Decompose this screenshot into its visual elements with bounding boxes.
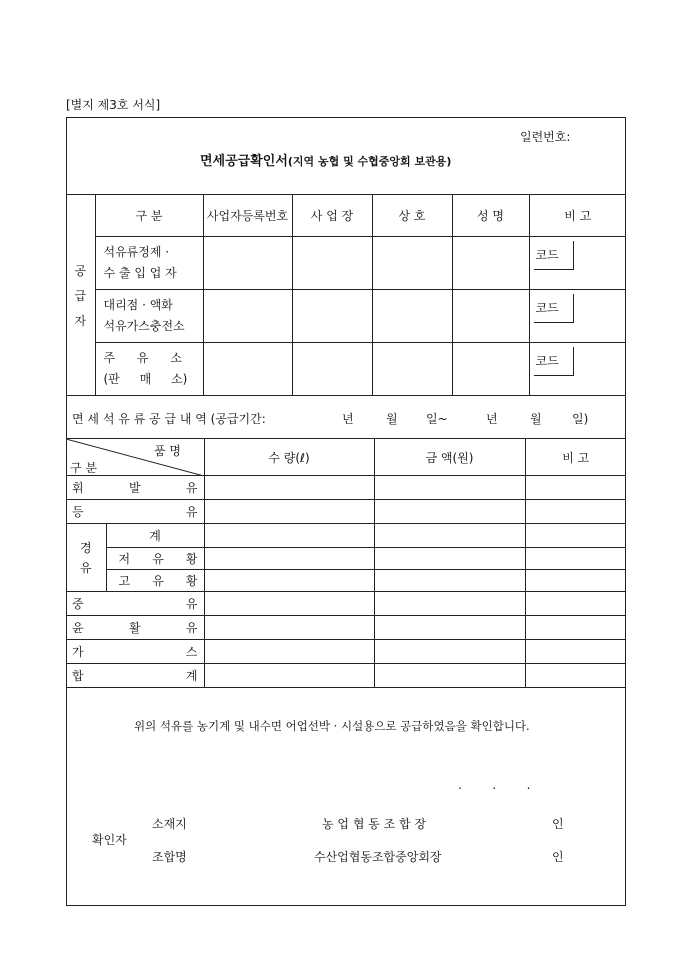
agri-chief: 농 업 협 동 조 합 장 <box>322 817 427 831</box>
cell <box>372 343 452 396</box>
cell <box>292 237 372 290</box>
supplier-table <box>66 194 626 396</box>
header-remarks: 비 고 <box>529 195 626 237</box>
row-low-sulfur: 저 유 황 <box>106 548 204 570</box>
cell <box>372 237 452 290</box>
confirm-statement: 위의 석유를 농기계 및 내수면 어업선박 · 시설용으로 공급하였음을 확인합니다. <box>134 719 530 733</box>
cell <box>292 343 372 396</box>
supplier-row-gas-station: 주 유 소 (판 매 소) <box>95 343 203 396</box>
period-day2: 일) <box>572 412 589 426</box>
union-label: 조합명 <box>152 850 187 864</box>
row-kerosene: 등 유 <box>66 500 204 524</box>
row-sum: 합 계 <box>66 664 204 688</box>
row-gasoline: 휘 발 유 <box>66 476 204 500</box>
title-main: 면세공급확인서 <box>200 154 288 169</box>
code-cell <box>529 343 626 396</box>
serial-label: 일련번호: <box>520 130 571 144</box>
code-cell <box>529 237 626 290</box>
header-reg-number: 사업자등록번호 <box>203 195 292 237</box>
form-label: [별지 제3호 서식] <box>66 98 161 112</box>
period-year2: 년 <box>486 412 498 426</box>
supplier-side-label: 공 급 자 <box>66 195 95 396</box>
code-cell <box>529 290 626 343</box>
header-owner-name: 성 명 <box>452 195 529 237</box>
period-month1: 월 <box>386 412 398 426</box>
cell <box>452 290 529 343</box>
period-day1: 일~ <box>426 412 448 426</box>
location-label: 소재지 <box>152 817 187 831</box>
code-box: 코드 <box>534 241 574 270</box>
corner-top-label: 품 명 <box>154 444 181 458</box>
seal-1: 인 <box>552 817 564 831</box>
header-remarks-2: 비 고 <box>525 439 626 476</box>
header-quantity: 수 량(ℓ) <box>204 439 374 476</box>
row-lubricant: 윤 활 유 <box>66 616 204 640</box>
period-year1: 년 <box>342 412 354 426</box>
seal-2: 인 <box>552 850 564 864</box>
code-box: 코드 <box>534 347 574 376</box>
row-gas: 가 스 <box>66 640 204 664</box>
confirmer-label: 확인자 <box>92 833 127 847</box>
corner-cell <box>66 439 204 476</box>
supplier-row-refinery: 석유류정제 · 수 출 입 업 자 <box>95 237 203 290</box>
header-trade-name: 상 호 <box>372 195 452 237</box>
header-category: 구 분 <box>95 195 203 237</box>
cell <box>452 237 529 290</box>
cell <box>452 343 529 396</box>
supplier-row-agency: 대리점 · 액화 석유가스충전소 <box>95 290 203 343</box>
corner-bottom-label: 구 분 <box>70 461 97 475</box>
title-sub: (지역 농협 및 수협중앙회 보관용) <box>287 155 452 168</box>
cell <box>203 290 292 343</box>
cell <box>203 237 292 290</box>
header-workplace: 사 업 장 <box>292 195 372 237</box>
period-label: 면 세 석 유 류 공 급 내 역 (공급기간: <box>72 412 266 426</box>
date-dots: . . . <box>458 778 531 792</box>
form-title <box>200 150 451 169</box>
row-light-total: 계 <box>106 524 204 548</box>
header-amount: 금 액(원) <box>374 439 525 476</box>
row-heavy-oil: 중 유 <box>66 592 204 616</box>
cell <box>372 290 452 343</box>
period-month2: 월 <box>530 412 542 426</box>
fish-chief: 수산업협동조합중앙회장 <box>314 850 442 864</box>
cell <box>203 343 292 396</box>
code-box: 코드 <box>534 294 574 323</box>
row-light-oil: 경 유 <box>66 524 106 592</box>
oil-supply-table <box>66 438 626 688</box>
row-high-sulfur: 고 유 황 <box>106 570 204 592</box>
cell <box>292 290 372 343</box>
